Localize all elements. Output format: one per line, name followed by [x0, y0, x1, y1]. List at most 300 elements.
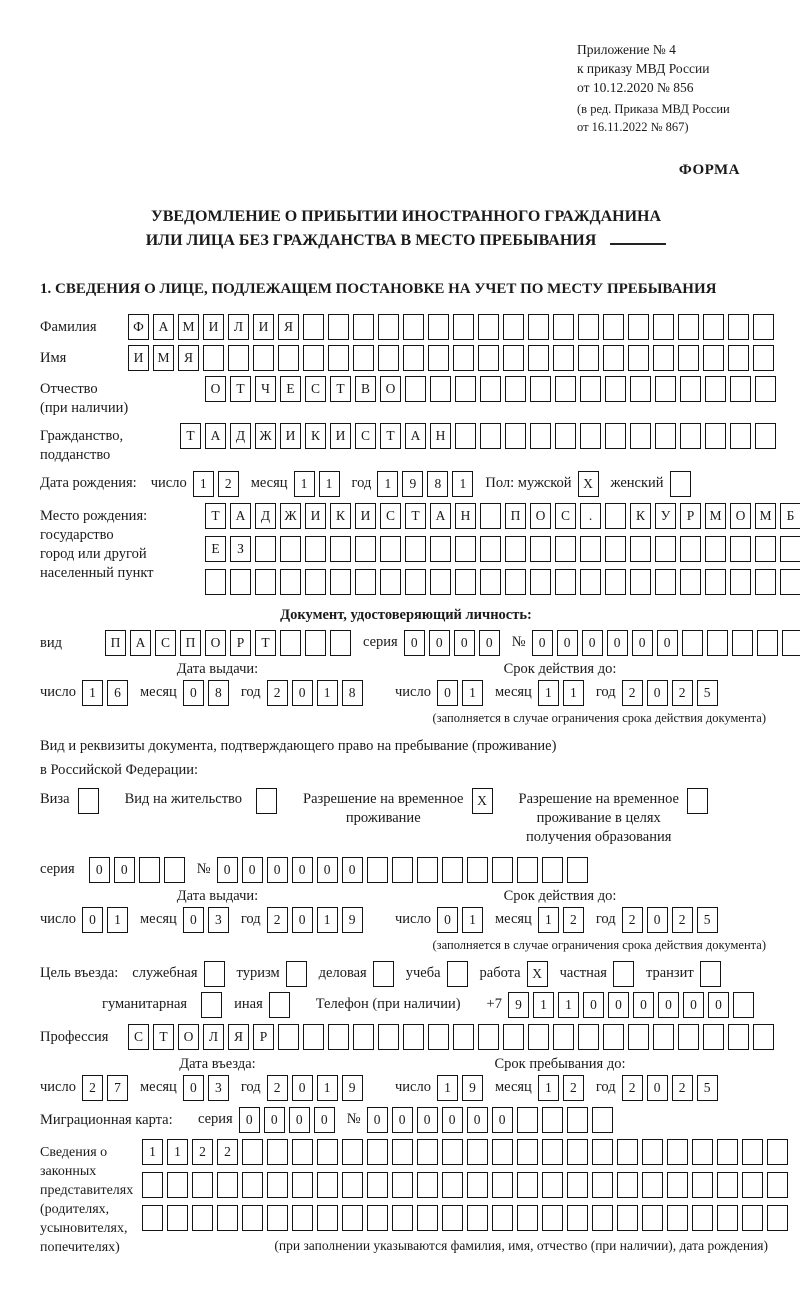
char-cell[interactable] [355, 569, 376, 595]
representatives-row2-input[interactable] [142, 1172, 792, 1198]
char-cell[interactable]: 0 [292, 680, 313, 706]
char-cell[interactable] [567, 857, 588, 883]
char-cell[interactable] [730, 569, 751, 595]
char-cell[interactable]: 1 [142, 1139, 163, 1165]
char-cell[interactable] [680, 569, 701, 595]
char-cell[interactable]: 0 [342, 857, 363, 883]
char-cell[interactable]: 0 [467, 1107, 488, 1133]
char-cell[interactable] [142, 1205, 163, 1231]
char-cell[interactable] [478, 1024, 499, 1050]
char-cell[interactable]: В [355, 376, 376, 402]
char-cell[interactable] [467, 1205, 488, 1231]
char-cell[interactable] [742, 1172, 763, 1198]
char-cell[interactable] [717, 1139, 738, 1165]
char-cell[interactable] [392, 1139, 413, 1165]
char-cell[interactable] [517, 1139, 538, 1165]
char-cell[interactable] [467, 857, 488, 883]
char-cell[interactable]: 0 [392, 1107, 413, 1133]
temp-residence-checkbox[interactable] [472, 788, 497, 814]
char-cell[interactable]: X [472, 788, 493, 814]
char-cell[interactable] [530, 376, 551, 402]
char-cell[interactable] [567, 1139, 588, 1165]
char-cell[interactable] [680, 536, 701, 562]
char-cell[interactable] [342, 1139, 363, 1165]
char-cell[interactable] [782, 630, 800, 656]
char-cell[interactable]: Т [205, 503, 226, 529]
char-cell[interactable]: М [705, 503, 726, 529]
char-cell[interactable] [678, 314, 699, 340]
char-cell[interactable]: 2 [622, 680, 643, 706]
char-cell[interactable] [392, 1205, 413, 1231]
char-cell[interactable] [680, 376, 701, 402]
char-cell[interactable]: 0 [289, 1107, 310, 1133]
char-cell[interactable]: Ж [255, 423, 276, 449]
char-cell[interactable]: 0 [492, 1107, 513, 1133]
residence-issue-year-input[interactable] [267, 907, 367, 933]
char-cell[interactable]: Б [780, 503, 800, 529]
char-cell[interactable] [730, 423, 751, 449]
char-cell[interactable]: П [505, 503, 526, 529]
char-cell[interactable]: 2 [672, 1075, 693, 1101]
char-cell[interactable]: 1 [462, 907, 483, 933]
patronymic-input[interactable] [205, 376, 780, 402]
char-cell[interactable] [453, 1024, 474, 1050]
char-cell[interactable] [530, 423, 551, 449]
char-cell[interactable]: 9 [402, 471, 423, 497]
residence-issue-month-input[interactable] [183, 907, 233, 933]
char-cell[interactable] [428, 1024, 449, 1050]
char-cell[interactable] [503, 1024, 524, 1050]
char-cell[interactable] [480, 569, 501, 595]
char-cell[interactable] [755, 569, 776, 595]
char-cell[interactable] [753, 314, 774, 340]
char-cell[interactable] [392, 1172, 413, 1198]
char-cell[interactable]: 2 [672, 907, 693, 933]
char-cell[interactable] [705, 423, 726, 449]
char-cell[interactable] [492, 1172, 513, 1198]
char-cell[interactable] [503, 345, 524, 371]
char-cell[interactable]: 0 [183, 680, 204, 706]
char-cell[interactable] [605, 536, 626, 562]
char-cell[interactable]: 2 [563, 1075, 584, 1101]
char-cell[interactable] [517, 1205, 538, 1231]
char-cell[interactable] [405, 569, 426, 595]
char-cell[interactable] [753, 345, 774, 371]
char-cell[interactable] [555, 536, 576, 562]
char-cell[interactable] [78, 788, 99, 814]
char-cell[interactable] [578, 1024, 599, 1050]
char-cell[interactable] [505, 423, 526, 449]
char-cell[interactable]: 8 [427, 471, 448, 497]
char-cell[interactable]: Н [430, 423, 451, 449]
char-cell[interactable]: 8 [342, 680, 363, 706]
char-cell[interactable] [403, 314, 424, 340]
char-cell[interactable]: 0 [314, 1107, 335, 1133]
char-cell[interactable] [330, 536, 351, 562]
char-cell[interactable]: 0 [239, 1107, 260, 1133]
char-cell[interactable] [292, 1172, 313, 1198]
char-cell[interactable] [555, 569, 576, 595]
char-cell[interactable]: 1 [82, 680, 103, 706]
char-cell[interactable] [505, 376, 526, 402]
char-cell[interactable] [305, 630, 326, 656]
char-cell[interactable]: 0 [429, 630, 450, 656]
char-cell[interactable] [655, 569, 676, 595]
char-cell[interactable] [542, 1205, 563, 1231]
char-cell[interactable] [380, 569, 401, 595]
char-cell[interactable]: 0 [82, 907, 103, 933]
char-cell[interactable]: 1 [167, 1139, 188, 1165]
char-cell[interactable]: Ч [255, 376, 276, 402]
char-cell[interactable] [642, 1139, 663, 1165]
char-cell[interactable]: Л [228, 314, 249, 340]
char-cell[interactable] [305, 536, 326, 562]
char-cell[interactable]: 1 [558, 992, 579, 1018]
char-cell[interactable]: 0 [583, 992, 604, 1018]
char-cell[interactable] [492, 1139, 513, 1165]
char-cell[interactable] [280, 569, 301, 595]
residence-valid-month-input[interactable] [538, 907, 588, 933]
char-cell[interactable] [405, 376, 426, 402]
char-cell[interactable] [542, 1107, 563, 1133]
purpose-study-checkbox[interactable] [447, 961, 472, 987]
char-cell[interactable]: К [330, 503, 351, 529]
char-cell[interactable] [733, 992, 754, 1018]
char-cell[interactable]: 1 [193, 471, 214, 497]
purpose-work-checkbox[interactable] [527, 961, 552, 987]
char-cell[interactable] [417, 1172, 438, 1198]
char-cell[interactable]: 1 [538, 680, 559, 706]
char-cell[interactable] [542, 857, 563, 883]
char-cell[interactable] [728, 1024, 749, 1050]
char-cell[interactable]: 3 [208, 1075, 229, 1101]
char-cell[interactable]: Д [230, 423, 251, 449]
char-cell[interactable] [567, 1172, 588, 1198]
char-cell[interactable]: А [205, 423, 226, 449]
char-cell[interactable] [378, 314, 399, 340]
char-cell[interactable] [592, 1172, 613, 1198]
char-cell[interactable]: Р [253, 1024, 274, 1050]
id-valid-year-input[interactable] [622, 680, 722, 706]
char-cell[interactable]: 1 [538, 1075, 559, 1101]
char-cell[interactable] [447, 961, 468, 987]
char-cell[interactable] [480, 376, 501, 402]
char-cell[interactable] [230, 569, 251, 595]
char-cell[interactable] [653, 345, 674, 371]
char-cell[interactable] [580, 423, 601, 449]
char-cell[interactable]: Е [205, 536, 226, 562]
char-cell[interactable]: 0 [454, 630, 475, 656]
char-cell[interactable] [478, 314, 499, 340]
birth-place-row2-input[interactable] [205, 536, 800, 562]
birth-year-input[interactable] [377, 471, 477, 497]
stay-month-input[interactable] [538, 1075, 588, 1101]
id-valid-month-input[interactable] [538, 680, 588, 706]
char-cell[interactable] [605, 569, 626, 595]
char-cell[interactable]: М [178, 314, 199, 340]
char-cell[interactable] [617, 1139, 638, 1165]
char-cell[interactable]: Р [680, 503, 701, 529]
char-cell[interactable]: Ф [128, 314, 149, 340]
char-cell[interactable]: 1 [317, 907, 338, 933]
char-cell[interactable] [755, 536, 776, 562]
char-cell[interactable]: 0 [657, 630, 678, 656]
char-cell[interactable] [642, 1205, 663, 1231]
char-cell[interactable]: Е [280, 376, 301, 402]
char-cell[interactable] [492, 857, 513, 883]
char-cell[interactable]: 0 [647, 680, 668, 706]
char-cell[interactable]: И [280, 423, 301, 449]
char-cell[interactable] [292, 1139, 313, 1165]
char-cell[interactable] [455, 569, 476, 595]
char-cell[interactable] [353, 1024, 374, 1050]
purpose-business-checkbox[interactable] [373, 961, 398, 987]
char-cell[interactable] [530, 536, 551, 562]
char-cell[interactable]: 0 [607, 630, 628, 656]
char-cell[interactable]: А [405, 423, 426, 449]
char-cell[interactable] [442, 1139, 463, 1165]
char-cell[interactable]: 1 [462, 680, 483, 706]
char-cell[interactable]: Я [278, 314, 299, 340]
char-cell[interactable]: А [153, 314, 174, 340]
char-cell[interactable] [755, 423, 776, 449]
birth-place-row3-input[interactable] [205, 569, 800, 595]
char-cell[interactable] [367, 1172, 388, 1198]
char-cell[interactable] [630, 423, 651, 449]
char-cell[interactable] [780, 569, 800, 595]
entry-year-input[interactable] [267, 1075, 367, 1101]
char-cell[interactable]: 2 [622, 1075, 643, 1101]
char-cell[interactable]: У [655, 503, 676, 529]
char-cell[interactable] [417, 857, 438, 883]
char-cell[interactable]: Т [230, 376, 251, 402]
char-cell[interactable]: С [380, 503, 401, 529]
char-cell[interactable] [530, 569, 551, 595]
char-cell[interactable]: И [203, 314, 224, 340]
char-cell[interactable]: X [527, 961, 548, 987]
char-cell[interactable] [378, 1024, 399, 1050]
char-cell[interactable] [755, 376, 776, 402]
char-cell[interactable]: 1 [538, 907, 559, 933]
profession-input[interactable] [128, 1024, 778, 1050]
char-cell[interactable]: 1 [294, 471, 315, 497]
char-cell[interactable] [303, 314, 324, 340]
purpose-transit-checkbox[interactable] [700, 961, 725, 987]
birth-place-row1-input[interactable] [205, 503, 800, 529]
char-cell[interactable] [201, 992, 222, 1018]
char-cell[interactable]: Т [380, 423, 401, 449]
char-cell[interactable] [205, 569, 226, 595]
char-cell[interactable] [703, 345, 724, 371]
char-cell[interactable] [373, 961, 394, 987]
char-cell[interactable]: Я [178, 345, 199, 371]
char-cell[interactable] [613, 961, 634, 987]
char-cell[interactable] [592, 1205, 613, 1231]
char-cell[interactable]: 2 [267, 680, 288, 706]
char-cell[interactable] [164, 857, 185, 883]
char-cell[interactable]: 0 [658, 992, 679, 1018]
char-cell[interactable] [753, 1024, 774, 1050]
char-cell[interactable]: 1 [437, 1075, 458, 1101]
char-cell[interactable]: 0 [114, 857, 135, 883]
char-cell[interactable] [453, 345, 474, 371]
representatives-row3-input[interactable] [142, 1205, 792, 1231]
char-cell[interactable] [255, 536, 276, 562]
sex-female-checkbox[interactable] [670, 471, 695, 497]
char-cell[interactable] [353, 345, 374, 371]
char-cell[interactable] [528, 345, 549, 371]
char-cell[interactable]: 7 [107, 1075, 128, 1101]
char-cell[interactable] [430, 376, 451, 402]
char-cell[interactable]: 2 [217, 1139, 238, 1165]
char-cell[interactable]: 1 [319, 471, 340, 497]
stay-day-input[interactable] [437, 1075, 487, 1101]
char-cell[interactable] [705, 536, 726, 562]
char-cell[interactable] [667, 1205, 688, 1231]
char-cell[interactable]: . [580, 503, 601, 529]
char-cell[interactable]: 0 [532, 630, 553, 656]
char-cell[interactable]: 0 [442, 1107, 463, 1133]
char-cell[interactable] [653, 314, 674, 340]
char-cell[interactable]: Т [330, 376, 351, 402]
char-cell[interactable] [242, 1172, 263, 1198]
char-cell[interactable] [442, 1172, 463, 1198]
char-cell[interactable] [317, 1205, 338, 1231]
char-cell[interactable]: 0 [708, 992, 729, 1018]
entry-day-input[interactable] [82, 1075, 132, 1101]
char-cell[interactable] [767, 1205, 788, 1231]
phone-input[interactable] [508, 992, 758, 1018]
char-cell[interactable]: 0 [317, 857, 338, 883]
char-cell[interactable] [653, 1024, 674, 1050]
char-cell[interactable]: Д [255, 503, 276, 529]
char-cell[interactable] [453, 314, 474, 340]
char-cell[interactable] [605, 503, 626, 529]
char-cell[interactable] [730, 536, 751, 562]
char-cell[interactable] [167, 1205, 188, 1231]
char-cell[interactable] [667, 1139, 688, 1165]
char-cell[interactable] [505, 536, 526, 562]
char-cell[interactable]: И [330, 423, 351, 449]
char-cell[interactable]: Я [228, 1024, 249, 1050]
char-cell[interactable]: И [355, 503, 376, 529]
char-cell[interactable] [678, 1024, 699, 1050]
char-cell[interactable]: О [205, 376, 226, 402]
char-cell[interactable]: 1 [563, 680, 584, 706]
char-cell[interactable] [455, 423, 476, 449]
char-cell[interactable] [480, 423, 501, 449]
char-cell[interactable] [328, 1024, 349, 1050]
char-cell[interactable] [630, 569, 651, 595]
char-cell[interactable] [680, 423, 701, 449]
char-cell[interactable] [355, 536, 376, 562]
char-cell[interactable] [542, 1139, 563, 1165]
doc-type-input[interactable] [105, 630, 355, 656]
char-cell[interactable]: 9 [508, 992, 529, 1018]
char-cell[interactable] [317, 1139, 338, 1165]
char-cell[interactable]: 0 [267, 857, 288, 883]
char-cell[interactable]: 5 [697, 907, 718, 933]
char-cell[interactable] [267, 1205, 288, 1231]
char-cell[interactable] [567, 1107, 588, 1133]
char-cell[interactable] [403, 345, 424, 371]
doc-series-input[interactable] [404, 630, 504, 656]
char-cell[interactable]: 0 [647, 1075, 668, 1101]
char-cell[interactable] [255, 569, 276, 595]
char-cell[interactable]: 8 [208, 680, 229, 706]
char-cell[interactable] [442, 1205, 463, 1231]
char-cell[interactable]: М [755, 503, 776, 529]
char-cell[interactable]: Ж [280, 503, 301, 529]
char-cell[interactable] [142, 1172, 163, 1198]
char-cell[interactable] [292, 1205, 313, 1231]
char-cell[interactable] [392, 857, 413, 883]
char-cell[interactable] [630, 376, 651, 402]
char-cell[interactable] [217, 1205, 238, 1231]
char-cell[interactable]: 0 [292, 907, 313, 933]
residence-valid-day-input[interactable] [437, 907, 487, 933]
sex-male-checkbox[interactable] [578, 471, 603, 497]
char-cell[interactable]: А [130, 630, 151, 656]
doc-number-input[interactable] [532, 630, 800, 656]
char-cell[interactable] [480, 503, 501, 529]
char-cell[interactable] [555, 376, 576, 402]
char-cell[interactable]: 2 [192, 1139, 213, 1165]
char-cell[interactable] [280, 536, 301, 562]
char-cell[interactable] [692, 1205, 713, 1231]
char-cell[interactable]: 0 [683, 992, 704, 1018]
char-cell[interactable] [655, 536, 676, 562]
char-cell[interactable] [203, 345, 224, 371]
char-cell[interactable] [528, 1024, 549, 1050]
char-cell[interactable]: 0 [632, 630, 653, 656]
visa-checkbox[interactable] [78, 788, 103, 814]
char-cell[interactable] [417, 1205, 438, 1231]
char-cell[interactable] [278, 345, 299, 371]
char-cell[interactable] [780, 536, 800, 562]
char-cell[interactable] [592, 1139, 613, 1165]
char-cell[interactable] [305, 569, 326, 595]
char-cell[interactable] [705, 376, 726, 402]
char-cell[interactable]: 0 [557, 630, 578, 656]
char-cell[interactable] [353, 314, 374, 340]
char-cell[interactable] [603, 314, 624, 340]
char-cell[interactable] [678, 345, 699, 371]
char-cell[interactable] [617, 1172, 638, 1198]
char-cell[interactable]: Н [455, 503, 476, 529]
char-cell[interactable] [742, 1139, 763, 1165]
char-cell[interactable]: 9 [342, 907, 363, 933]
char-cell[interactable] [267, 1139, 288, 1165]
char-cell[interactable] [455, 376, 476, 402]
char-cell[interactable] [467, 1139, 488, 1165]
purpose-official-checkbox[interactable] [204, 961, 229, 987]
char-cell[interactable]: 9 [342, 1075, 363, 1101]
char-cell[interactable] [578, 314, 599, 340]
char-cell[interactable]: 0 [633, 992, 654, 1018]
char-cell[interactable] [505, 569, 526, 595]
char-cell[interactable] [378, 345, 399, 371]
char-cell[interactable] [630, 536, 651, 562]
char-cell[interactable] [367, 857, 388, 883]
char-cell[interactable]: 0 [264, 1107, 285, 1133]
char-cell[interactable] [700, 961, 721, 987]
char-cell[interactable] [705, 569, 726, 595]
char-cell[interactable] [682, 630, 703, 656]
char-cell[interactable]: Т [405, 503, 426, 529]
char-cell[interactable]: 0 [242, 857, 263, 883]
char-cell[interactable] [342, 1205, 363, 1231]
